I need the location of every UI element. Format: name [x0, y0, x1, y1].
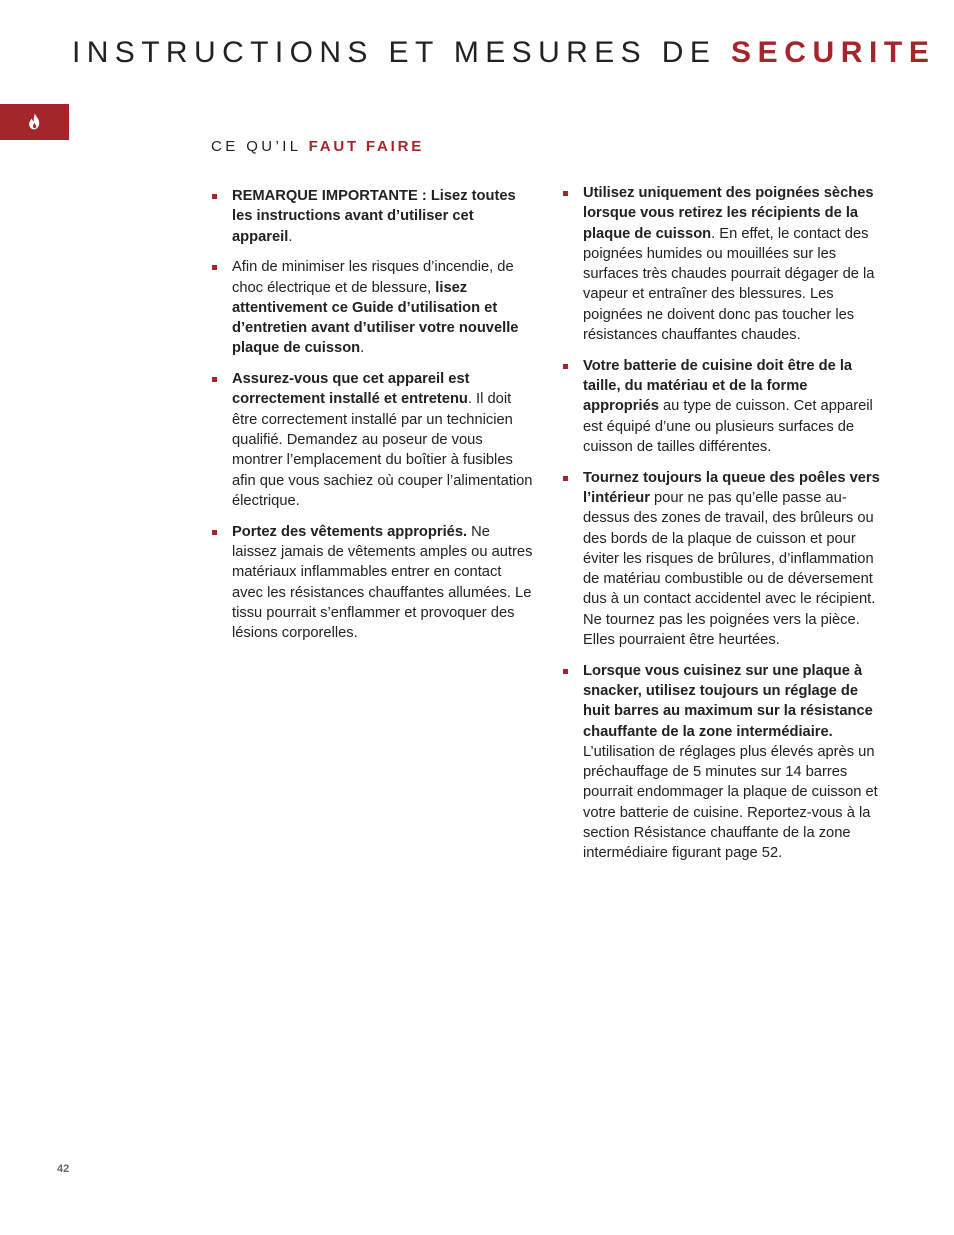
section-tab: [0, 104, 69, 140]
page-title: [72, 36, 935, 70]
item-text-bold: lisez attentivement ce Guide d’utilisation et d’entretien avant d’utiliser votre nouvelle plaque de cuisson: [232, 279, 519, 357]
left-column: [212, 186, 534, 654]
bullet-icon: [563, 476, 568, 481]
item-text-bold: Tournez toujours la queue des poêles vers l’intérieur: [583, 469, 880, 506]
list-item: [212, 257, 534, 358]
list-item: [563, 183, 885, 345]
page-title-accent: SECURITE: [730, 36, 936, 69]
bullet-icon: [212, 194, 217, 199]
item-text-bold: Utilisez uniquement des poignées sèches lorsque vous retirez les récipients de la plaque de cuisson: [583, 185, 874, 242]
page-title-text: INSTRUCTIONS ET MESURES DE: [72, 36, 731, 69]
item-text: . En effet, le contact des poignées humides ou mouillées sur les surfaces très chaudes pourrait dégager de la vapeur et entraîner des blessures. Les poignées ne doivent donc pas toucher les résistances chauffantes chaudes.: [583, 225, 875, 344]
bullet-icon: [563, 669, 568, 674]
item-text: .: [360, 340, 365, 357]
list-item: [212, 186, 534, 247]
item-text: Ne laissez jamais de vêtements amples ou autres matériaux inflammables entrer en contact avec les résistances chauffantes allumées. Le tissu pourrait s’enflammer et provoquer des lésions corporelles.: [232, 523, 533, 642]
bullet-icon: [563, 364, 568, 369]
section-subtitle: [211, 138, 424, 155]
item-text-bold: REMARQUE IMPORTANTE : Lisez toutes les instructions avant d’utiliser cet appareil: [232, 188, 516, 245]
section-subtitle-text: CE QU’IL: [211, 138, 309, 155]
list-item: [212, 522, 534, 644]
item-text-bold: Portez des vêtements appropriés.: [232, 523, 468, 540]
item-text: Afin de minimiser les risques d’incendie, de choc électrique et de blessure,: [232, 259, 514, 296]
item-text-bold: Lorsque vous cuisinez sur une plaque à snacker, utilisez toujours un réglage de huit barres au maximum sur la résistance chauffante de la zone intermédiaire.: [583, 662, 873, 740]
list-item: [563, 661, 885, 864]
bullet-icon: [212, 265, 217, 270]
list-item: [563, 356, 885, 457]
item-text-bold: Votre batterie de cuisine doit être de la taille, du matériau et de la forme appropriés: [583, 357, 853, 415]
bullet-icon: [563, 191, 568, 196]
section-subtitle-accent: FAUT FAIRE: [308, 138, 425, 155]
bullet-icon: [212, 377, 217, 382]
item-text: .: [288, 228, 293, 245]
item-text-bold: Assurez-vous que cet appareil est correctement installé et entretenu: [232, 371, 470, 408]
flame-icon: [28, 113, 41, 130]
bullet-icon: [212, 530, 217, 535]
list-item: [212, 369, 534, 511]
item-text: . Il doit être correctement installé par un technicien qualifié. Demandez au poseur de vous montrer l’emplacement du boîtier à fusibles afin que vous sachiez où couper l’alimentation électrique.: [232, 391, 533, 509]
item-text: au type de cuisson. Cet appareil est équipé d’une ou plusieurs surfaces de cuisson de tailles différentes.: [583, 398, 873, 455]
page-number: 42: [57, 1163, 70, 1175]
item-text: pour ne pas qu’elle passe au-dessus des zones de travail, des brûleurs ou des bords de la plaque de cuisson et pour éviter les risques de brûlures, d’inflammation de matériau combustible ou de déversement dus à un contact accidentel avec le récipient. Ne tournez pas les poignées vers la pièce. Elles pourraient être heurtées.: [583, 489, 876, 649]
right-column: [563, 183, 885, 874]
item-text: L’utilisation de réglages plus élevés après un préchauffage de 5 minutes sur 14 barres pourrait endommager la plaque de cuisson et votre batterie de cuisine. Reportez-vous à la section Résistance chauffante de la zone intermédiaire figurant page 52.: [583, 743, 878, 862]
list-item: [563, 468, 885, 651]
